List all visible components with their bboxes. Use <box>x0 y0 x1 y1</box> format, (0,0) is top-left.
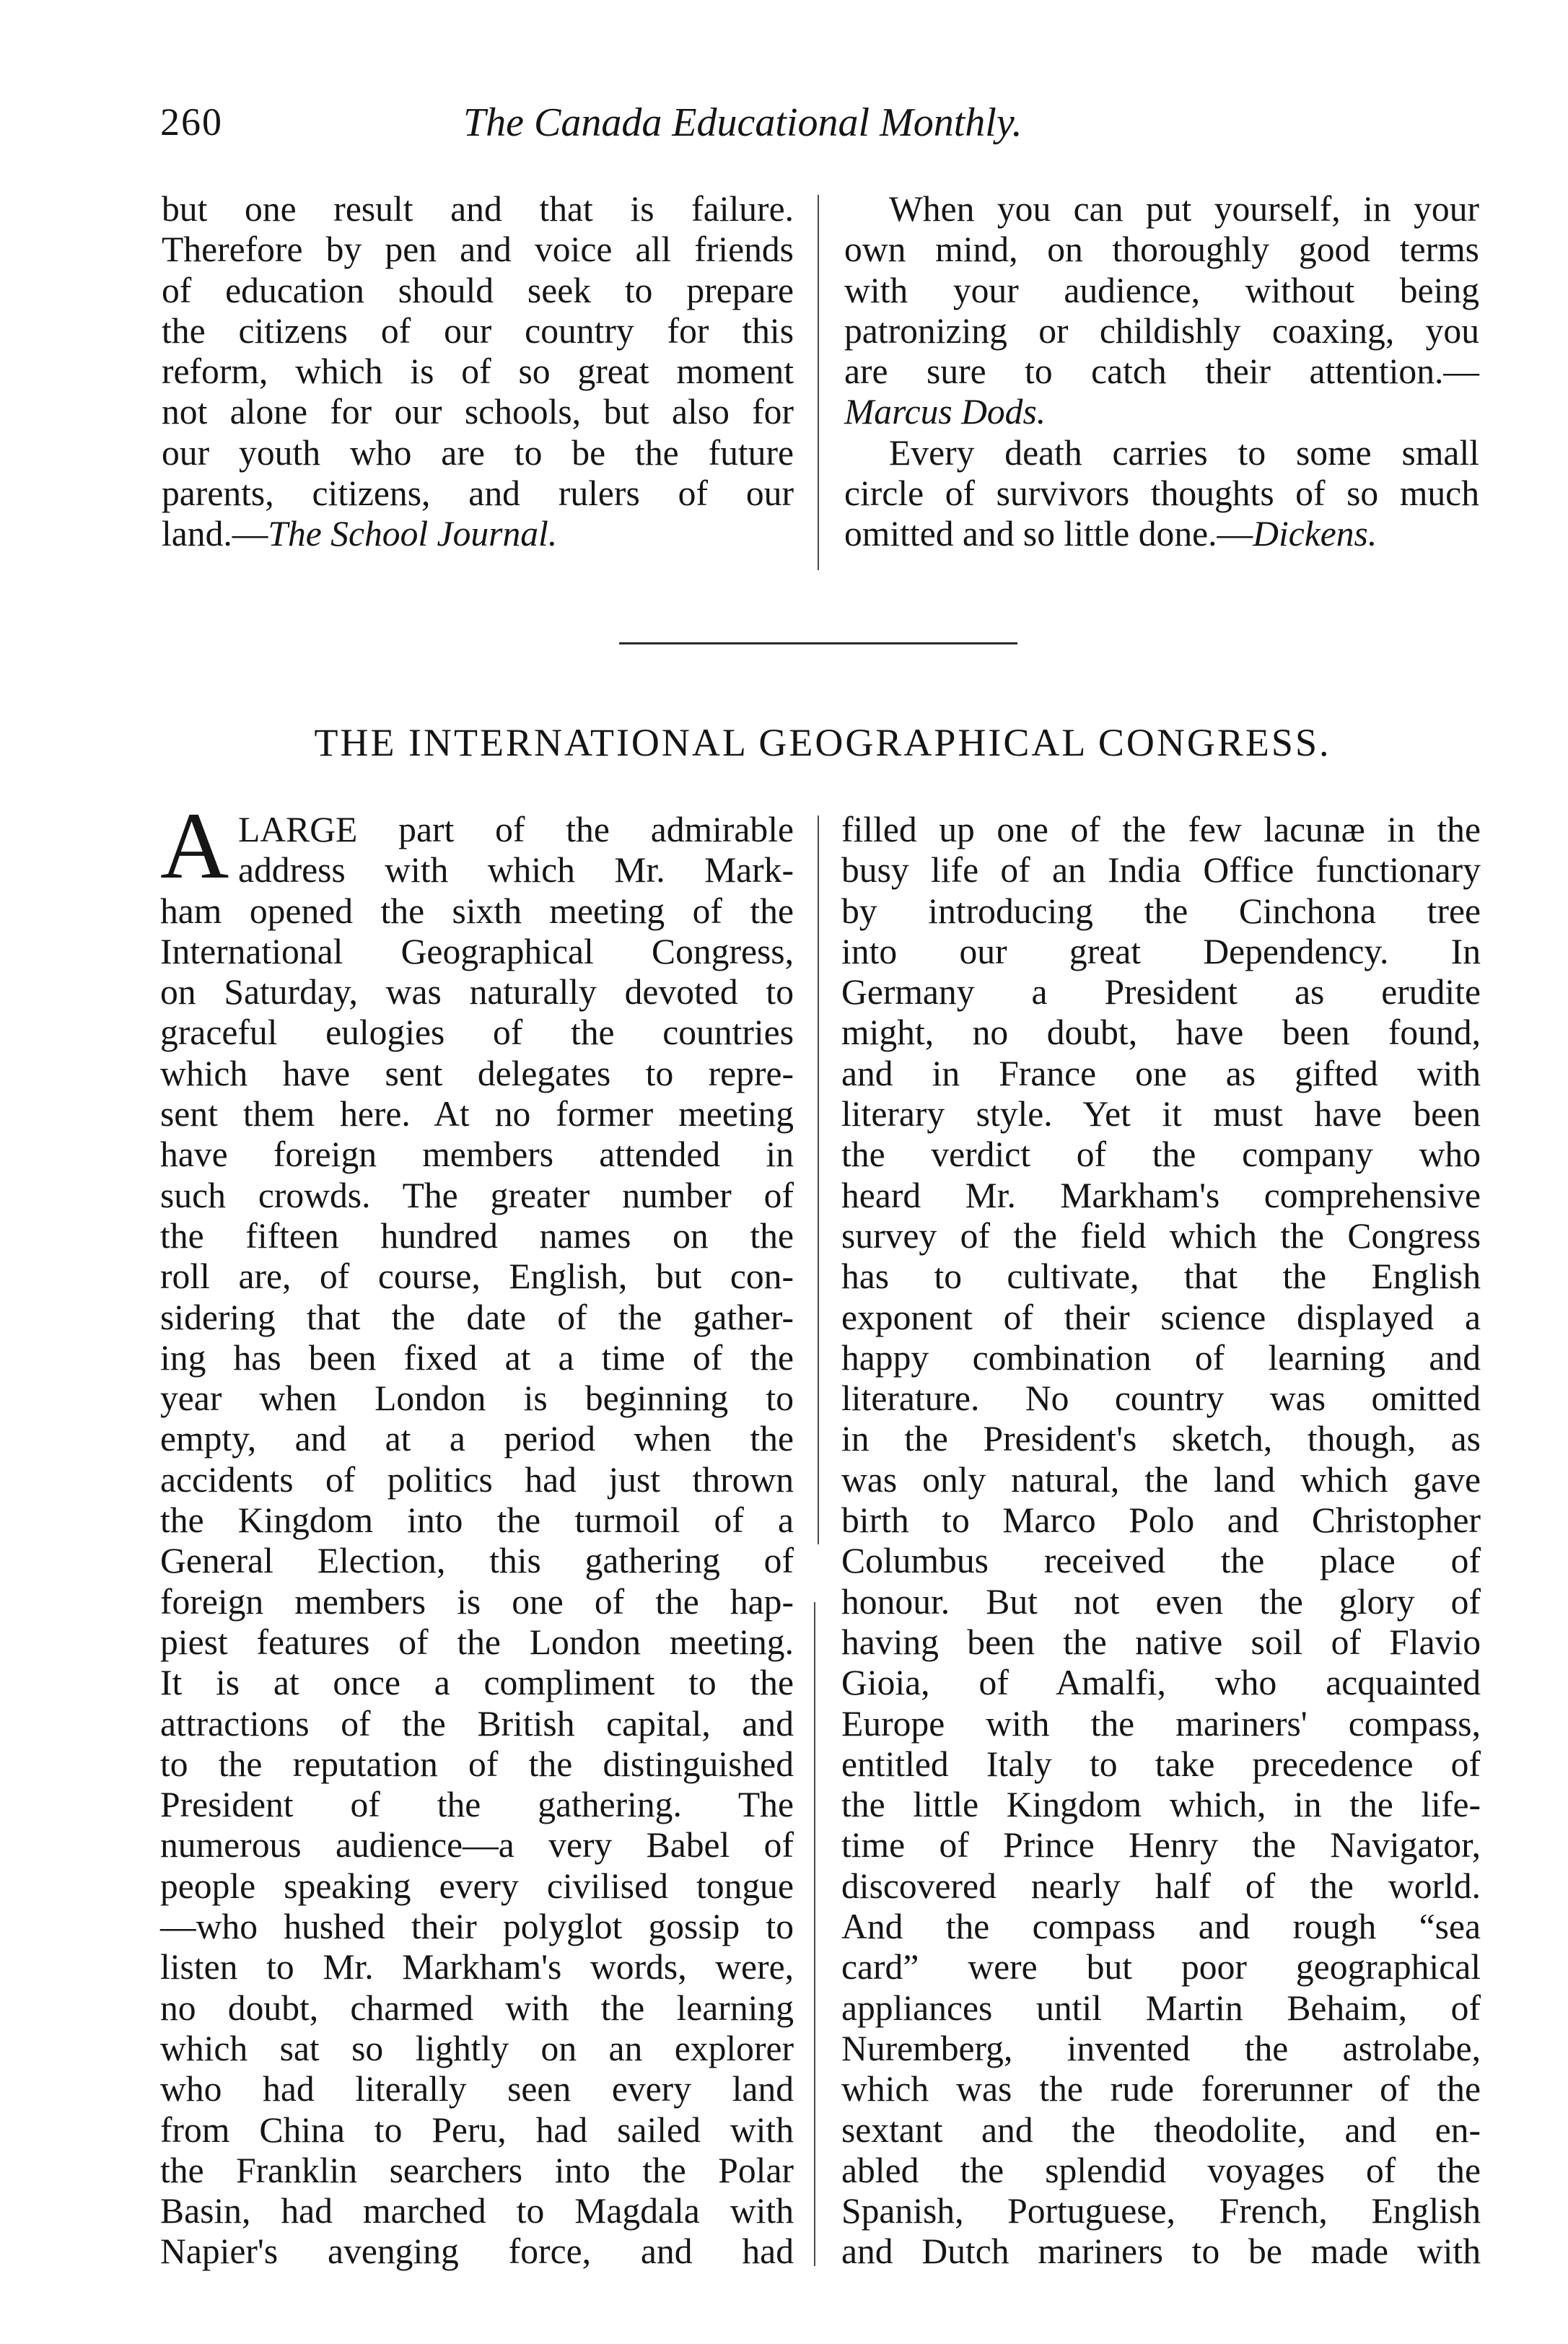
text-line: It is at once a compliment to the <box>160 1663 794 1703</box>
text-line: listen to Mr. Markham's words, were, <box>160 1947 794 1987</box>
text-line: Gioia, of Amalfi, who acquainted <box>841 1663 1481 1703</box>
upper-left-column <box>162 189 794 555</box>
column-divider <box>818 815 819 1544</box>
text-line: discovered nearly half of the world. <box>841 1866 1481 1906</box>
text-line: who had literally seen every land <box>160 2069 794 2109</box>
text-line: When you can put yourself, in your <box>889 189 1479 229</box>
source-attribution: Marcus Dods. <box>844 392 1046 432</box>
text-line: Napier's avenging force, and had <box>160 2231 794 2272</box>
text-line-last <box>162 514 794 554</box>
text-line: and Dutch mariners to be made with <box>841 2231 1481 2272</box>
text-line: the Franklin searchers into the Polar <box>160 2150 794 2190</box>
text-line: birth to Marco Polo and Christopher <box>841 1500 1481 1541</box>
text-line: LARGE part of the admirable <box>238 810 794 849</box>
text-line: own mind, on thoroughly good terms <box>844 229 1479 270</box>
text-line: but one result and that is failure. <box>162 189 794 229</box>
text-line: patronizing or childishly coaxing, you <box>844 310 1479 351</box>
text-line: ham opened the sixth meeting of the <box>160 891 794 931</box>
text-line: piest features of the London meeting. <box>160 1622 794 1662</box>
text-line: which have sent delegates to repre- <box>160 1053 794 1093</box>
text-line: heard Mr. Markham's comprehensive <box>841 1175 1481 1215</box>
article-right-column <box>841 810 1481 2273</box>
text-line: appliances until Martin Behaim, of <box>841 1987 1481 2028</box>
text-line: attractions of the British capital, and <box>160 1703 794 1744</box>
text-line: are sure to catch their attention.— <box>844 351 1479 392</box>
text-line: reform, which is of so great moment <box>162 351 794 392</box>
text-line: International Geographical Congress, <box>160 931 794 971</box>
text-line: busy life of an India Office functionary <box>841 850 1481 891</box>
article-left-column <box>160 810 794 2273</box>
text-line: General Election, this gathering of <box>160 1541 794 1581</box>
text-line-last <box>844 514 1479 554</box>
text-fragment: omitted and so little done.— <box>844 514 1253 554</box>
text-line: have foreign members attended in <box>160 1134 794 1175</box>
text-line: entitled Italy to take precedence of <box>841 1744 1481 1784</box>
text-line: into our great Dependency. In <box>841 931 1481 971</box>
text-line: survey of the field which the Congress <box>841 1215 1481 1256</box>
text-line: sidering that the date of the gather- <box>160 1297 794 1337</box>
text-line: might, no doubt, have been found, <box>841 1013 1481 1053</box>
text-line: card” were but poor geographical <box>841 1947 1481 1987</box>
text-line: numerous audience—a very Babel of <box>160 1825 794 1866</box>
column-divider <box>818 195 819 570</box>
text-line: ing has been fixed at a time of the <box>160 1337 794 1378</box>
text-line: which was the rude forerunner of the <box>841 2069 1481 2109</box>
text-line: literary style. Yet it must have been <box>841 1094 1481 1134</box>
text-line: roll are, of course, English, but con- <box>160 1256 794 1297</box>
text-line: sent them here. At no former meeting <box>160 1094 794 1134</box>
text-line: filled up one of the few lacunæ in the <box>841 810 1481 849</box>
article-heading: THE INTERNATIONAL GEOGRAPHICAL CONGRESS. <box>314 721 1331 764</box>
text-line: sextant and the theodolite, and en- <box>841 2109 1481 2150</box>
text-line: circle of survivors thoughts of so much <box>844 473 1479 514</box>
text-line: such crowds. The greater number of <box>160 1175 794 1215</box>
text-line: Germany a President as erudite <box>841 972 1481 1013</box>
text-line: the verdict of the company who <box>841 1134 1481 1175</box>
text-line: not alone for our schools, but also for <box>162 392 794 432</box>
section-rule <box>619 642 1017 644</box>
text-line: our youth who are to be the future <box>162 432 794 473</box>
text-line: abled the splendid voyages of the <box>841 2150 1481 2190</box>
drop-cap: A <box>160 792 229 898</box>
source-attribution: Dickens. <box>1253 514 1378 554</box>
text-line: President of the gathering. The <box>160 1785 794 1825</box>
text-line: no doubt, charmed with the learning <box>160 1987 794 2028</box>
text-line: literature. No country was omitted <box>841 1378 1481 1419</box>
text-line: empty, and at a period when the <box>160 1419 794 1459</box>
text-line: —who hushed their polyglot gossip to <box>160 1907 794 1947</box>
page-number: 260 <box>160 100 223 144</box>
text-line: Europe with the mariners' compass, <box>841 1703 1481 1744</box>
text-line: people speaking every civilised tongue <box>160 1866 794 1906</box>
text-line: to the reputation of the distinguished <box>160 1744 794 1784</box>
text-line: with your audience, without being <box>844 270 1479 310</box>
text-line: foreign members is one of the hap- <box>160 1581 794 1622</box>
text-line: the citizens of our country for this <box>162 310 794 351</box>
text-line: Every death carries to some small <box>889 432 1479 473</box>
text-line: the fifteen hundred names on the <box>160 1215 794 1256</box>
text-line: by introducing the Cinchona tree <box>841 891 1481 931</box>
text-line: Nuremberg, invented the astrolabe, <box>841 2028 1481 2068</box>
text-line: time of Prince Henry the Navigator, <box>841 1825 1481 1866</box>
text-line: Columbus received the place of <box>841 1541 1481 1581</box>
text-line: the Kingdom into the turmoil of a <box>160 1500 794 1541</box>
text-line: has to cultivate, that the English <box>841 1256 1481 1297</box>
text-line: happy combination of learning and <box>841 1337 1481 1378</box>
text-line: address with which Mr. Mark- <box>238 850 794 891</box>
source-attribution: The School Journal. <box>268 514 558 554</box>
text-line: Basin, had marched to Magdala with <box>160 2191 794 2231</box>
upper-left-lines <box>162 189 794 514</box>
text-line: and in France one as gifted with <box>841 1053 1481 1093</box>
text-line: honour. But not even the glory of <box>841 1581 1481 1622</box>
text-line: which sat so lightly on an explorer <box>160 2028 794 2068</box>
text-line: And the compass and rough “sea <box>841 1907 1481 1947</box>
text-line: in the President's sketch, though, as <box>841 1419 1481 1459</box>
text-line: Therefore by pen and voice all friends <box>162 229 794 270</box>
text-line: on Saturday, was naturally devoted to <box>160 972 794 1013</box>
text-line: of education should seek to prepare <box>162 270 794 310</box>
text-line: graceful eulogies of the countries <box>160 1013 794 1053</box>
running-title: The Canada Educational Monthly. <box>463 100 1022 145</box>
text-line: was only natural, the land which gave <box>841 1459 1481 1500</box>
column-divider <box>814 1602 815 2266</box>
text-fragment: land.— <box>162 514 268 554</box>
text-line: from China to Peru, had sailed with <box>160 2109 794 2150</box>
text-line: having been the native soil of Flavio <box>841 1622 1481 1662</box>
text-line: exponent of their science displayed a <box>841 1297 1481 1337</box>
text-line: year when London is beginning to <box>160 1378 794 1419</box>
text-line: accidents of politics had just thrown <box>160 1459 794 1500</box>
text-line: Spanish, Portuguese, French, English <box>841 2191 1481 2231</box>
running-header <box>160 100 1445 157</box>
text-line: the little Kingdom which, in the life- <box>841 1785 1481 1825</box>
upper-right-column <box>844 189 1479 555</box>
text-line: parents, citizens, and rulers of our <box>162 473 794 514</box>
